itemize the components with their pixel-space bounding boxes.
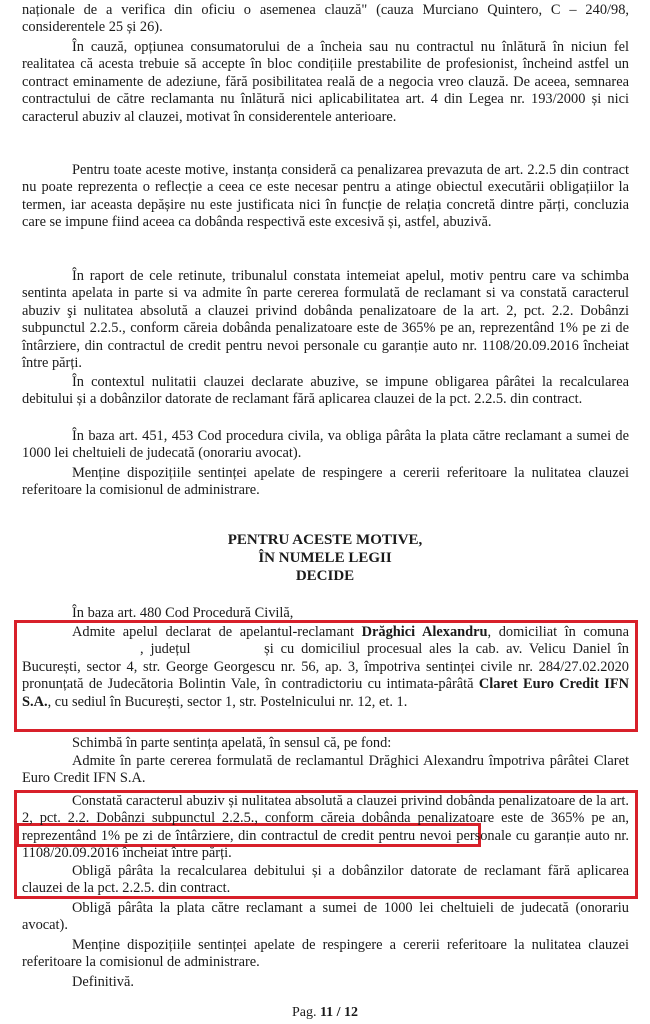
decision-recalculation: Obligă pârâta la recalcularea debitului și a dobânzilor datorate de reclamant fără aplicarea clauzei de la pct. 2.2.5. din contract. — [22, 863, 629, 897]
paragraph-cjeu-citation: naționale de a verifica din oficiu o asemenea clauză" (cauza Murciano Quintero, C – 240/98, considerentele 25 și 26). — [22, 2, 629, 36]
paragraph-appeal-founded: În raport de cele retinute, tribunalul constata intemeiat apelul, motiv pentru care va schimba sentinta apelata in parte si va admite în parte cererea formulată de reclamant si va constată caracterul abuziv şi nulitatea absolută a clauzei privind dobânda penalizatoare de la art. 2, pct. 2.2. Dobânzi subpunctul 2.2.5., conform căreia dobânda penalizatoare este de 365% pe an, reprezentând 1% pe zi de întârziere, din contractul de credit pentru nevoi personale cu garanție auto nr. 1108/20.09.2016 încheiat între părți. — [22, 268, 629, 372]
paragraph-motives: Pentru toate aceste motive, instanța consideră ca penalizarea prevazuta de art. 2.2.5 din contract nu poate reprezenta o reflecție a ceea ce este necesar pentru a atinge obiectul executării obligațiilor la termen, iar aceasta depășire nu este justificata nici în funcție de relația concretă dintre părți, concluzia care se impune fiind aceea ca dobânda respectivă este excesivă și, astfel, abuzivă. — [22, 162, 629, 231]
paragraph-nullity-context: În contextul nulitatii clauzei declarate abuzive, se impune obligarea pârâtei la recalcularea debitului și a dobânzilor datorate de reclamant fără aplicarea clauzei de la pct. 2.2.5. din contract. — [22, 374, 629, 408]
heading-in-the-name-of-law: ÎN NUMELE LEGII — [258, 550, 392, 566]
page-footer — [0, 1005, 650, 1021]
decision-admits-claim: Admite în parte cererea formulată de reclamantul Drăghici Alexandru împotriva pârâtei Claret Euro Credit IFN S.A. — [22, 753, 629, 787]
decision-admits-appeal: Admite apelul declarat de apelantul-reclamant Drăghici Alexandru, domiciliat în comuna , județul și cu domiciliul procesual ales la cab. av. Velicu Daniel în București, sector 4, str. George Georgescu nr. 56, ap. 3, împotriva sentinței civile nr. 284/27.02.2020 pronunțată de Judecătoria Bolintin Vale, în contradictoriu cu intimata-pârâtă Claret Euro Credit IFN S.A., cu sediul în București, sector 1, str. Postelnicului nr. 12, et. 1. — [22, 624, 630, 710]
paragraph-costs: În baza art. 451, 453 Cod procedura civila, va obliga pârâta la plata către reclamant a sumei de 1000 lei cheltuieli de judecată (onorariu avocat). — [22, 428, 629, 462]
heading-motives: PENTRU ACESTE MOTIVE, — [227, 532, 423, 548]
heading-decides: DECIDE — [295, 568, 355, 584]
decision-abusive-clause: Constată caracterul abuziv și nulitatea absolută a clauzei privind dobânda penalizatoare de la art. 2, pct. 2.2. Dobânzi subpunctul 2.2.5., conform căreia dobânda penalizatoare este de 365% pe an, reprezentând 1% pe zi de întârziere, din contractul de credit pentru nevoi personale cu garanție auto nr. 1108/20.09.2016 încheiat între părți. — [22, 793, 629, 862]
penalty-rate-text: penalizatoare este de 365% pe an, reprezentând 1% pe zi de întârziere — [22, 810, 629, 844]
decision-commission: Menține dispozițiile sentinței apelate de respingere a cererii referitoare la nulitatea clauzei referitoare la comisionul de administrare. — [22, 937, 629, 971]
appellant-name: Drăghici Alexandru — [361, 624, 488, 640]
decision-final: Definitivă. — [72, 974, 134, 990]
respondent-company: Claret Euro Credit IFN S.A. — [22, 676, 630, 710]
page-label: Pag. — [291, 1005, 317, 1020]
decision-changes-sentence: Schimbă în parte sentința apelată, în sensul că, pe fond: — [72, 735, 392, 751]
decision-legal-basis: În baza art. 480 Cod Procedură Civilă, — [72, 605, 294, 621]
decision-court-costs: Obligă pârâta la plata către reclamant a sumei de 1000 lei cheltuieli de judecată (onorariu avocat). — [22, 900, 629, 934]
paragraph-commission: Menține dispozițiile sentinței apelate de respingere a cererii referitoare la nulitatea clauzei referitoare la comisionul de administrare. — [22, 465, 629, 499]
page-number: 11 / 12 — [319, 1005, 359, 1020]
paragraph-consumer-option: În cauză, opțiunea consumatorului de a încheia sau nu contractul nu înlătură în niciun fel realitatea că acesta trebuie să accepte în bloc condițiile prestabilite de profesionist, încheind astfel un contract eminamente de adeziune, fără posibilitatea reală de a negocia vreo clauză. De aceea, semnarea contractului de către reclamanta nu înlătură nici aplicabilitatea art. 4 din Legea nr. 193/2000 și nici caracterul abuziv al clauzei, motivat în considerentele anterioare. — [22, 39, 629, 125]
